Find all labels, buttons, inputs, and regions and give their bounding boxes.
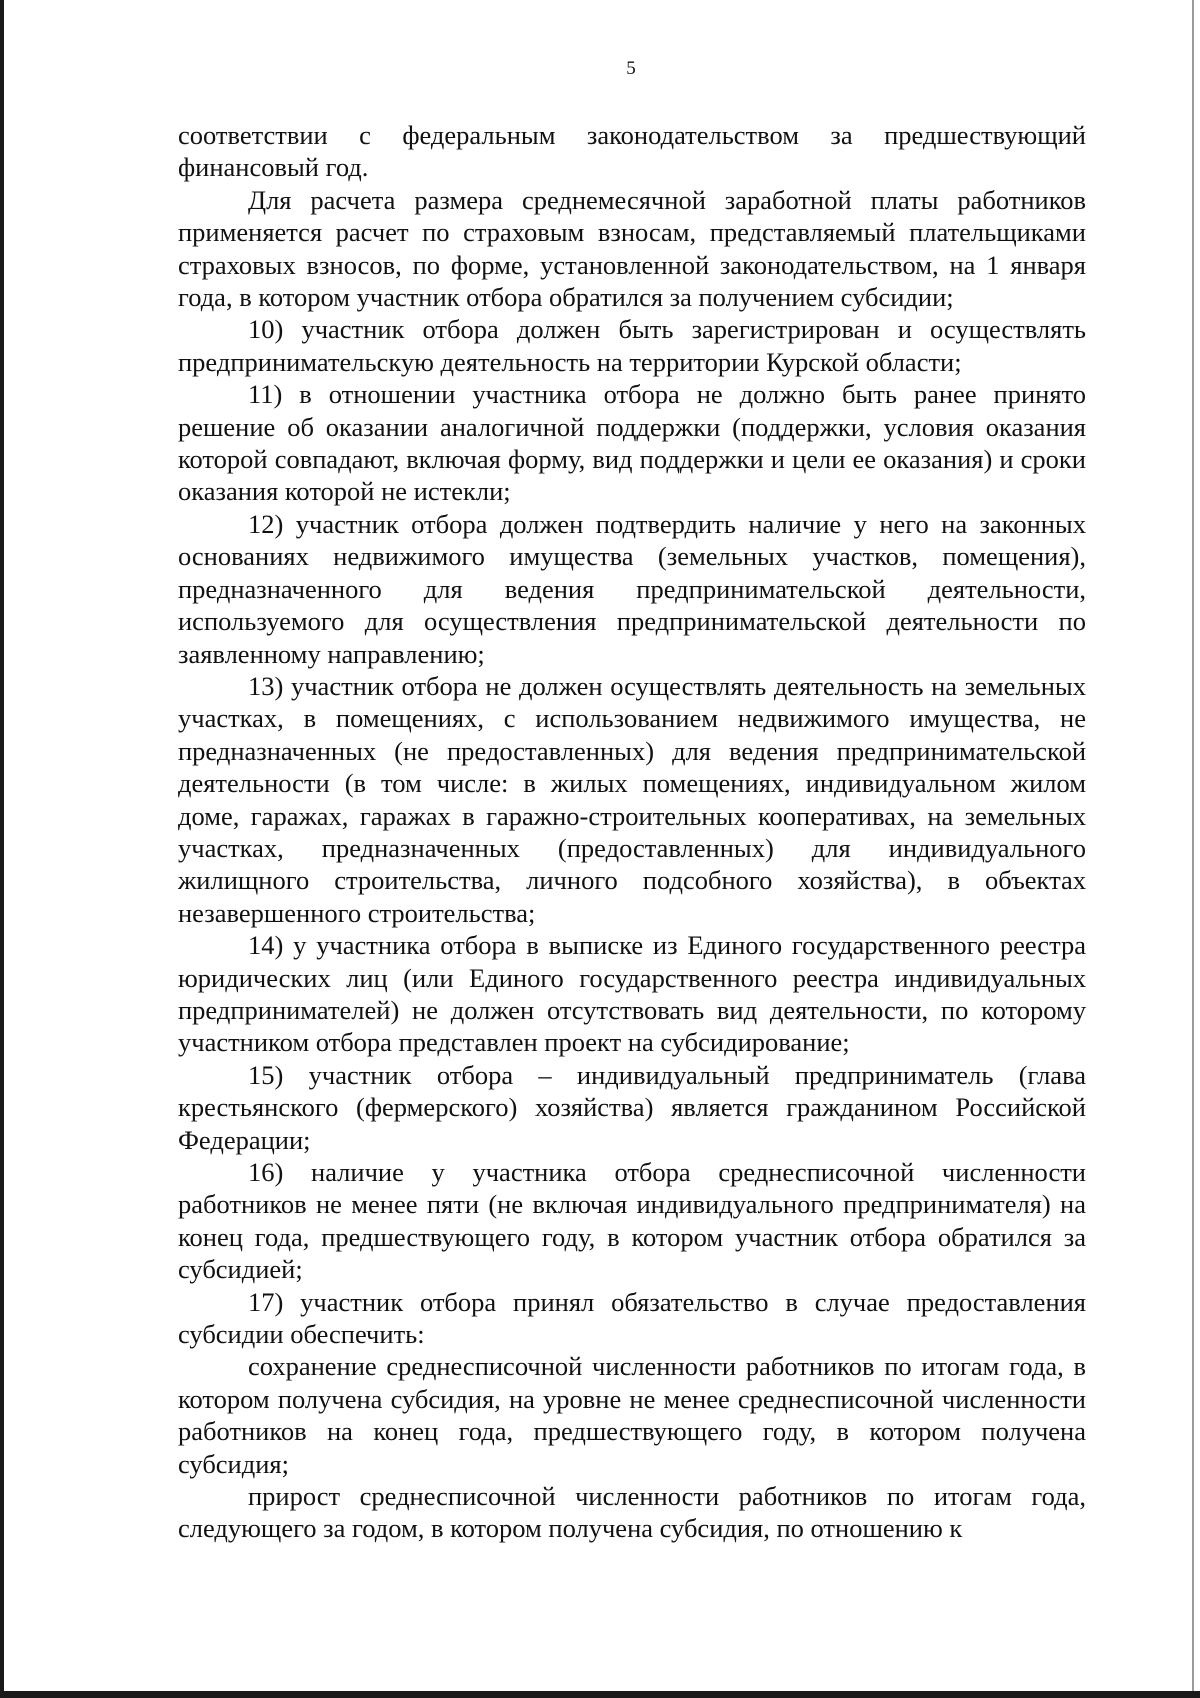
paragraph-item-15: 15) участник отбора – индивидуальный предприниматель (глава крестьянского (фермерского) хозяйства) является гражданином Российской Федерации; (178, 1059, 1086, 1155)
paragraph-obligation-growth: прирост среднесписочной численности работников по итогам года, следующего за годом, в котором получена субсидия, по отношению к (178, 1481, 1086, 1544)
paragraph-item-13: 13) участник отбора не должен осуществлять деятельность на земельных участках, в помещениях, с использованием недвижимого имущества, не предназначенных (не предоставленных) для ведения предпринимательской деятельности (в том числе: в жилых помещениях, индивидуальном жилом доме, гаражах, гаражах в гаражно-строительных кооперативах, на земельных участках, предназначенных (предоставленных) для индивидуального жилищного строительства, личного подсобного хозяйства), в объектах незавершенного строительства; (178, 670, 1086, 928)
paragraph-item-11: 11) в отношении участника отбора не должно быть ранее принято решение об оказании аналогичной поддержки (поддержки, условия оказания которой совпадают, включая форму, вид поддержки и цели ее оказания) и сроки оказания которой не истекли; (178, 379, 1086, 507)
paragraph-item-12: 12) участник отбора должен подтвердить наличие у него на законных основаниях недвижимого имущества (земельных участков, помещения), предназначенного для ведения предпринимательской деятельности, используемого для осуществления предпринимательской деятельности по заявленному направлению; (178, 508, 1086, 669)
scan-bottom-edge (0, 1691, 1200, 1698)
paragraph-item-14: 14) у участника отбора в выписке из Единого государственного реестра юридических лиц (или Единого государственного реестра индивидуальных предпринимателей) не должен отсутствовать вид деятельности, по которому участником отбора представлен проект на субсидирование; (178, 930, 1086, 1058)
scan-left-edge (0, 0, 4, 1698)
paragraph-item-10: 10) участник отбора должен быть зарегистрирован и осуществлять предпринимательскую деятельность на территории Курской области; (178, 314, 1086, 377)
document-body (178, 119, 1086, 1545)
page-number: 5 (626, 58, 636, 79)
paragraph-salary-calculation: Для расчета размера среднемесячной заработной платы работников применяется расчет по страховым взносам, представляемый плательщиками страховых взносов, по форме, установленной законодательством, на 1 января года, в котором участник отбора обратился за получением субсидии; (178, 184, 1086, 313)
paragraph-continuation: соответствии с федеральным законодательством за предшествующий финансовый год. (178, 120, 1086, 183)
paragraph-obligation-retention: сохранение среднесписочной численности работников по итогам года, в котором получена субсидия, на уровне не менее среднесписочной численности работников на конец года, предшествующего году, в котором получена субсидия; (178, 1351, 1086, 1479)
paragraph-item-17: 17) участник отбора принял обязательство в случае предоставления субсидии обеспечить: (178, 1286, 1086, 1350)
scan-right-edge (1192, 0, 1194, 1698)
paragraph-item-16: 16) наличие у участника отбора среднесписочной численности работников не менее пяти (не включая индивидуального предпринимателя) на конец года, предшествующего году, в котором участник отбора обратился за субсидией; (178, 1157, 1086, 1285)
